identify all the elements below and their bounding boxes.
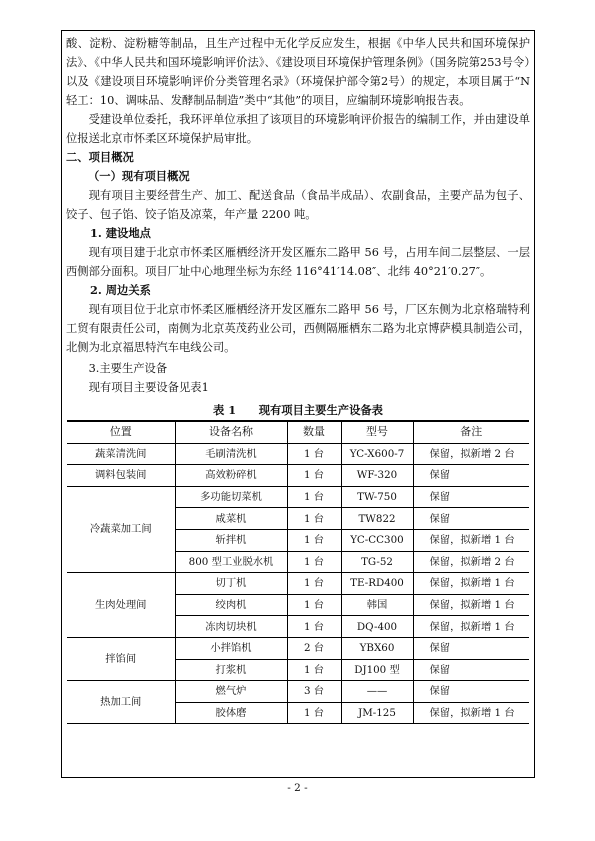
cell-equipment-name: 毛刷清洗机 bbox=[175, 443, 287, 465]
table-row bbox=[67, 465, 529, 487]
cell-quantity: 1 台 bbox=[287, 594, 341, 616]
cell-equipment-name: 胶体磨 bbox=[175, 702, 287, 724]
cell-note: 保留 bbox=[413, 465, 529, 487]
cell-location: 调料包装间 bbox=[67, 465, 175, 487]
site-heading: 1. 建设地点 bbox=[90, 226, 151, 240]
header-location: 位置 bbox=[67, 421, 175, 443]
table-header-row bbox=[67, 421, 529, 443]
header-model: 型号 bbox=[341, 421, 413, 443]
table-row bbox=[67, 443, 529, 465]
cell-model: YC-CC300 bbox=[341, 529, 413, 551]
cell-equipment-name: 小拌馅机 bbox=[175, 637, 287, 659]
cell-model: TE-RD400 bbox=[341, 573, 413, 595]
cell-location: 冷蔬菜加工间 bbox=[67, 486, 175, 572]
cell-quantity: 1 台 bbox=[287, 465, 341, 487]
cell-model: YBX60 bbox=[341, 637, 413, 659]
header-equipment-name: 设备名称 bbox=[175, 421, 287, 443]
cell-equipment-name: 切丁机 bbox=[175, 573, 287, 595]
cell-equipment-name: 咸菜机 bbox=[175, 508, 287, 530]
table-caption: 表 1 现有项目主要生产设备表 bbox=[213, 403, 383, 417]
equipment-heading: 3.主要生产设备 bbox=[88, 362, 168, 375]
cell-quantity: 1 台 bbox=[287, 508, 341, 530]
table-row bbox=[67, 486, 529, 508]
cell-note: 保留 bbox=[413, 659, 529, 681]
cell-model: JM-125 bbox=[341, 702, 413, 724]
cell-equipment-name: 燃气炉 bbox=[175, 681, 287, 703]
cell-note: 保留，拟新增 1 台 bbox=[413, 594, 529, 616]
cell-model: —— bbox=[341, 681, 413, 703]
cell-location: 拌馅间 bbox=[67, 637, 175, 680]
document-body bbox=[66, 34, 530, 724]
equipment-paragraph: 现有项目主要设备见表1 bbox=[88, 381, 209, 394]
cell-model: YC-X600-7 bbox=[341, 443, 413, 465]
cell-quantity: 1 台 bbox=[287, 659, 341, 681]
cell-note: 保留，拟新增 1 台 bbox=[413, 616, 529, 638]
cell-quantity: 1 台 bbox=[287, 616, 341, 638]
cell-equipment-name: 打浆机 bbox=[175, 659, 287, 681]
cell-model: TW-750 bbox=[341, 486, 413, 508]
subsection-heading: （一）现有项目概况 bbox=[88, 169, 190, 183]
cell-note: 保留 bbox=[413, 486, 529, 508]
cell-note: 保留，拟新增 1 台 bbox=[413, 702, 529, 724]
cell-equipment-name: 绞肉机 bbox=[175, 594, 287, 616]
page-number: - 2 - bbox=[287, 782, 308, 794]
section-heading: 二、项目概况 bbox=[66, 150, 134, 164]
cell-location: 生肉处理间 bbox=[67, 573, 175, 638]
surroundings-heading: 2. 周边关系 bbox=[90, 283, 151, 297]
cell-quantity: 1 台 bbox=[287, 551, 341, 573]
surroundings-paragraph: 现有项目位于北京市怀柔区雁栖经济开发区雁东二路甲 56 号，厂区东侧为北京格瑞特利工贸有限责任公司，南侧为北京英茂药业公司，西侧隔雁栖东二路为北京博萨模具制造公司，北侧为北京福思特汽车电线公司。 bbox=[66, 303, 530, 354]
table-row bbox=[67, 573, 529, 595]
cell-note: 保留，拟新增 2 台 bbox=[413, 551, 529, 573]
cell-note: 保留 bbox=[413, 508, 529, 530]
table-body bbox=[67, 443, 529, 724]
cell-location: 蔬菜清洗间 bbox=[67, 443, 175, 465]
table-row bbox=[67, 637, 529, 659]
cell-quantity: 2 台 bbox=[287, 637, 341, 659]
intro-paragraph-1: 酸、淀粉、淀粉糖等制品，且生产过程中无化学反应发生，根据《中华人民共和国环境保护法》、《中华人民共和国环境影响评价法》、《建设项目环境保护管理条例》（国务院第253号令）以及《建设项目环境影响评价分类管理名录》（环境保护部令第2号）的规定，本项目属于“N 轻工：10、调味品、发酵制品制造”类中“其他”的项目，应编制环境影响报告表。 bbox=[66, 37, 530, 107]
cell-note: 保留，拟新增 1 台 bbox=[413, 573, 529, 595]
cell-quantity: 1 台 bbox=[287, 486, 341, 508]
cell-equipment-name: 800 型工业脱水机 bbox=[175, 551, 287, 573]
cell-model: TW822 bbox=[341, 508, 413, 530]
cell-model: DQ-400 bbox=[341, 616, 413, 638]
cell-equipment-name: 斩拌机 bbox=[175, 529, 287, 551]
intro-paragraph-2: 受建设单位委托，我环评单位承担了该项目的环境影响评价报告的编制工作，并由建设单位报送北京市怀柔区环境保护局审批。 bbox=[66, 113, 530, 145]
header-quantity: 数量 bbox=[287, 421, 341, 443]
overview-paragraph: 现有项目主要经营生产、加工、配送食品（食品半成品）、农副食品，主要产品为包子、饺子、包子馅、饺子馅及凉菜，年产量 2200 吨。 bbox=[66, 189, 530, 221]
cell-note: 保留，拟新增 1 台 bbox=[413, 529, 529, 551]
cell-equipment-name: 多功能切菜机 bbox=[175, 486, 287, 508]
cell-quantity: 1 台 bbox=[287, 443, 341, 465]
equipment-table bbox=[67, 420, 529, 724]
cell-model: DJ100 型 bbox=[341, 659, 413, 681]
cell-equipment-name: 冻肉切块机 bbox=[175, 616, 287, 638]
cell-model: TG-52 bbox=[341, 551, 413, 573]
cell-model: WF-320 bbox=[341, 465, 413, 487]
table-row bbox=[67, 681, 529, 703]
cell-note: 保留 bbox=[413, 681, 529, 703]
cell-quantity: 1 台 bbox=[287, 529, 341, 551]
cell-model: 韩国 bbox=[341, 594, 413, 616]
cell-note: 保留，拟新增 2 台 bbox=[413, 443, 529, 465]
site-paragraph: 现有项目建于北京市怀柔区雁栖经济开发区雁东二路甲 56 号，占用车间二层整层、一层西侧部分面积。项目厂址中心地理坐标为东经 116°41′14.08″、北纬 40°21′0.27″。 bbox=[66, 246, 530, 278]
cell-location: 热加工间 bbox=[67, 681, 175, 724]
cell-note: 保留 bbox=[413, 637, 529, 659]
cell-quantity: 1 台 bbox=[287, 702, 341, 724]
cell-quantity: 3 台 bbox=[287, 681, 341, 703]
cell-quantity: 1 台 bbox=[287, 573, 341, 595]
header-note: 备注 bbox=[413, 421, 529, 443]
cell-equipment-name: 高效粉碎机 bbox=[175, 465, 287, 487]
